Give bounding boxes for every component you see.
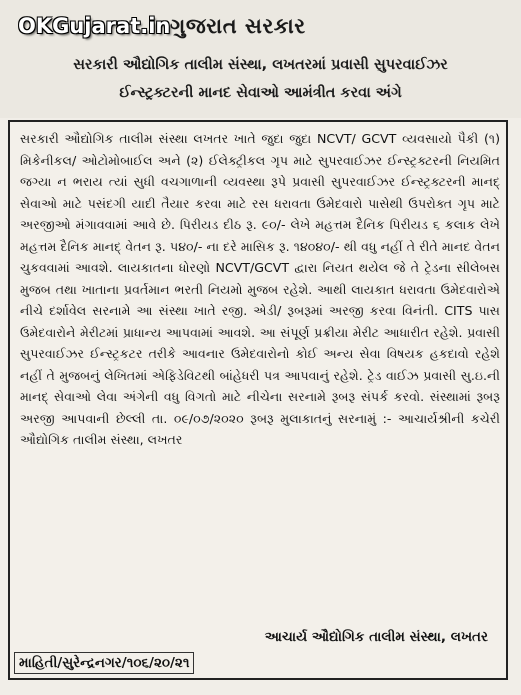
government-title: ગુજરાત સરકાર [170,14,306,38]
reference-number: માહિતી/સુરેન્દ્રનગર/૧૦૬/૨૦/૨૧ [14,652,194,674]
notice-body [20,128,500,451]
subject-line-1: સરકારી ઔદ્યોગિક તાલીમ સંસ્થા, લખતરમાં પ્રવાસી સુપરવાઈઝર [73,57,448,73]
subject-line-2: ઈન્સ્ટ્રક્ટરની માનદ સેવાઓ આમંત્રીત કરવા અંગે [119,85,402,101]
body-paragraph: સરકારી ઔદ્યોગિક તાલીમ સંસ્થા લખતર ખાતે જુદા જુદા NCVT/ GCVT વ્યવસાયો પૈકી (૧) મિકેનીકલ/ ઓટોમોબાઈલ અને (૨) ઈલેક્ટ્રીકલ ગૃપ માટે સુપરવાઈઝર ઈન્સ્ટ્રક્ટરની નિયમિત જગ્યા ન ભરાય ત્યાં સુધી વચગાળાની વ્યવસ્થા રૂપે પ્રવાસી સુપરવાઈઝર ઈન્સ્ટ્રક્ટરની માનદ્ સેવાઓ માટે પસંદગી યાદી તૈયાર કરવા માટે રસ ધરાવતા ઉમેદવારો પાસેથી ઉપરોક્ત ગૃપ માટે અરજીઓ મંગાવવામાં આવે છે. પિરીયડ દીઠ રૂ. ૯૦/- લેખે મહત્તમ દૈનિક પિરીયડ ૬ કલાક લેખે મહત્તમ દૈનિક માનદ્ વેતન રૂ. ૫૪૦/- ના દરે માસિક રૂ. ૧૪૦૪૦/- થી વધુ નહીં તે રીતે માનદ વેતન ચુકવવામાં આવશે. લાયકાતના ધોરણો NCVT/GCVT દ્વારા નિયત થયેલ જે તે ટ્રેડના સીલેબસ મુજબ તથા ખાતાના પ્રવર્તમાન ભરતી નિયમો મુજબ રહેશે. આથી લાયકાત ધરાવતા ઉમેદવારોએ નીચે દર્શાવેલ સરનામે આ સંસ્થા ખાતે રજી. એડી/ રૂબરૂમાં અરજી કરવા વિનંતી. CITS પાસ ઉમેદવારોને મેરીટમાં પ્રાધાન્ય આપવામાં આવશે. આ સંપૂર્ણ પ્રક્રીયા મેરીટ આધારીત રહેશે. પ્રવાસી સુપરવાઈઝર ઈન્સ્ટ્રકટર તરીકે આવનાર ઉમેદવારોનો કોઈ અન્ય સેવા વિષયક હકદાવો રહેશે નહીં તે મુજબનું લેખિતમાં એફિડેવિટથી બાંહેધરી પત્ર આપવાનું રહેશે. ટ્રેડ વાઈઝ પ્રવાસી સુ.ઇ.ની માનદ્ સેવાઓ લેવા અંગેની વધુ વિગતો માટે નીચેના સરનામે રૂબરૂ સંપર્ક કરવો. સંસ્થામાં રૂબરૂ અરજી આપવાની છેલ્લી તા. ૦૯/૦૭/૨૦૨૦ રૂબરૂ મુલાકાતનું સરનામું :- આચાર્યશ્રીની કચેરી ઔદ્યોગિક તાલીમ સંસ્થા, લખતર [20,131,500,447]
notice-body-box [8,120,508,680]
signature-line: આચાર્ય ઔદ્યોગિક તાલીમ સંસ્થા, લખતર [264,629,488,645]
watermark-logo: OKGujarat.in [18,14,171,38]
